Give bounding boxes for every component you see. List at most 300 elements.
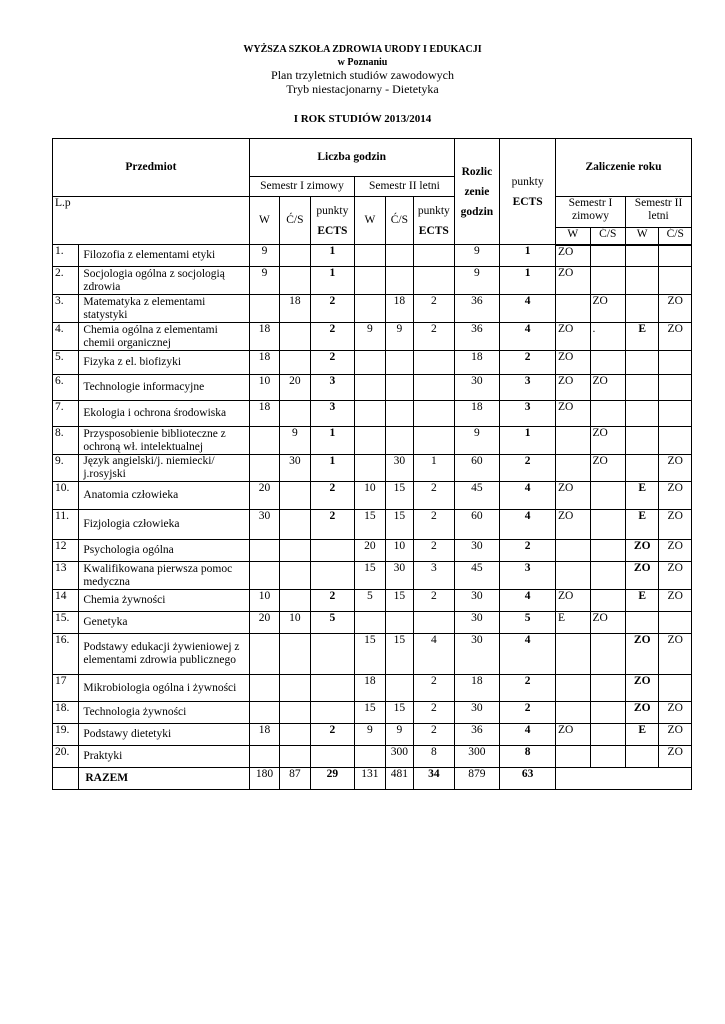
- hours-header: Liczba godzin: [249, 139, 454, 177]
- row-number: 9.: [53, 455, 79, 482]
- credit-sem2-header: Semestr II letni: [625, 197, 691, 228]
- table-cell: [590, 351, 625, 375]
- table-row: [53, 401, 692, 427]
- table-cell: [310, 562, 355, 590]
- table-cell: [625, 295, 658, 323]
- table-cell: [385, 375, 413, 401]
- table-cell: 30: [454, 612, 500, 634]
- row-number: 8.: [53, 427, 79, 455]
- table-cell: [556, 746, 590, 768]
- table-cell: [280, 675, 310, 702]
- table-row: [53, 724, 692, 746]
- table-cell: [556, 427, 590, 455]
- table-cell: [280, 562, 310, 590]
- table-cell: [659, 245, 692, 267]
- study-plan-table: [52, 138, 692, 790]
- table-cell: 2: [500, 455, 556, 482]
- table-cell: [590, 267, 625, 295]
- table-cell: [625, 267, 658, 295]
- subject-name: Technologie informacyjne: [79, 375, 249, 401]
- table-cell: [249, 746, 279, 768]
- row-number: 7.: [53, 401, 79, 427]
- table-cell: 20: [249, 482, 279, 510]
- table-cell: ZO: [625, 562, 658, 590]
- table-cell: 5: [500, 612, 556, 634]
- table-cell: [556, 702, 590, 724]
- table-cell: 18: [249, 351, 279, 375]
- table-cell: [556, 675, 590, 702]
- table-cell: ZO: [659, 562, 692, 590]
- row-number: 17: [53, 675, 79, 702]
- table-cell: [625, 612, 658, 634]
- table-cell: ZO: [556, 375, 590, 401]
- table-cell: 15: [355, 562, 385, 590]
- table-cell: E: [625, 510, 658, 540]
- total-cell: 481: [385, 768, 413, 790]
- table-cell: 20: [280, 375, 310, 401]
- row-number: 14: [53, 590, 79, 612]
- subject-name: Fizjologia człowieka: [79, 510, 249, 540]
- table-cell: [556, 634, 590, 675]
- table-cell: ZO: [659, 295, 692, 323]
- table-cell: 36: [454, 323, 500, 351]
- table-cell: [556, 562, 590, 590]
- study-year: I ROK STUDIÓW 2013/2014: [293, 113, 432, 125]
- table-cell: [249, 540, 279, 562]
- table-cell: [280, 724, 310, 746]
- table-cell: 1: [310, 267, 355, 295]
- table-cell: [625, 427, 658, 455]
- table-cell: 2: [414, 295, 455, 323]
- table-cell: 30: [454, 540, 500, 562]
- table-cell: 1: [310, 245, 355, 267]
- subject-name: Podstawy dietetyki: [79, 724, 249, 746]
- table-cell: [310, 746, 355, 768]
- table-cell: 8: [500, 746, 556, 768]
- table-row: [53, 351, 692, 375]
- table-cell: ZO: [625, 702, 658, 724]
- table-cell: 2: [414, 675, 455, 702]
- s1-ects-points: punkty: [316, 204, 349, 217]
- table-cell: 4: [500, 510, 556, 540]
- table-cell: [590, 245, 625, 267]
- subject-name: Mikrobiologia ogólna i żywności: [79, 675, 249, 702]
- subject-name: Język angielski/j. niemiecki/ j.rosyjski: [79, 455, 249, 482]
- table-cell: ZO: [590, 427, 625, 455]
- table-cell: 36: [454, 295, 500, 323]
- semester2-header: Semestr II letni: [355, 177, 454, 197]
- table-cell: 18: [454, 351, 500, 375]
- row-number: 11.: [53, 510, 79, 540]
- table-cell: [280, 482, 310, 510]
- table-cell: 3: [500, 562, 556, 590]
- table-cell: [659, 401, 692, 427]
- table-cell: [280, 351, 310, 375]
- table-cell: 2: [310, 482, 355, 510]
- credit-s1-cs-header: Ć/S: [590, 228, 625, 245]
- table-cell: 10: [385, 540, 413, 562]
- total-cell: 34: [414, 768, 455, 790]
- table-cell: 9: [280, 427, 310, 455]
- table-cell: 2: [500, 540, 556, 562]
- table-cell: 20: [355, 540, 385, 562]
- table-cell: [355, 746, 385, 768]
- credit-s1-w-header: W: [556, 228, 590, 245]
- table-cell: 18: [249, 401, 279, 427]
- table-row: [53, 612, 692, 634]
- subject-name: Technologia żywności: [79, 702, 249, 724]
- table-cell: [590, 590, 625, 612]
- table-cell: 30: [280, 455, 310, 482]
- row-number: 3.: [53, 295, 79, 323]
- table-cell: 1: [500, 267, 556, 295]
- table-cell: 2: [414, 590, 455, 612]
- table-cell: 45: [454, 562, 500, 590]
- table-cell: 18: [280, 295, 310, 323]
- subject-name: Praktyki: [79, 746, 249, 768]
- table-cell: 2: [500, 675, 556, 702]
- table-cell: 4: [414, 634, 455, 675]
- table-cell: ZO: [659, 482, 692, 510]
- table-cell: [310, 634, 355, 675]
- total-cell: 131: [355, 768, 385, 790]
- table-cell: 36: [454, 724, 500, 746]
- table-cell: 4: [500, 323, 556, 351]
- total-label: RAZEM: [79, 768, 249, 790]
- table-cell: 9: [249, 245, 279, 267]
- table-cell: 15: [355, 634, 385, 675]
- table-cell: [249, 455, 279, 482]
- table-cell: [280, 540, 310, 562]
- total-cell: 879: [454, 768, 500, 790]
- table-cell: 9: [454, 267, 500, 295]
- table-cell: [280, 510, 310, 540]
- table-cell: 18: [355, 675, 385, 702]
- table-cell: ZO: [590, 295, 625, 323]
- table-cell: [414, 267, 455, 295]
- table-row: [53, 295, 692, 323]
- table-cell: 30: [454, 702, 500, 724]
- table-cell: 30: [249, 510, 279, 540]
- subject-name: Przysposobienie biblioteczne z ochroną wł. intelektualnej: [79, 427, 249, 455]
- subject-name: Kwalifikowana pierwsza pomoc medyczna: [79, 562, 249, 590]
- table-cell: 10: [355, 482, 385, 510]
- table-cell: 15: [385, 510, 413, 540]
- table-cell: 4: [500, 634, 556, 675]
- table-cell: [625, 746, 658, 768]
- table-cell: 4: [500, 590, 556, 612]
- table-row: [53, 562, 692, 590]
- school-city: w Poznaniu: [337, 57, 388, 68]
- total-empty: [556, 768, 692, 790]
- subject-header: Przedmiot: [53, 139, 250, 197]
- table-cell: E: [625, 590, 658, 612]
- table-cell: 45: [454, 482, 500, 510]
- s2-ects-header: [414, 197, 455, 245]
- s1-cs-header: Ć/S: [280, 197, 310, 245]
- table-cell: [414, 245, 455, 267]
- credit-sem1-header: Semestr I zimowy: [556, 197, 626, 228]
- table-cell: 15: [385, 590, 413, 612]
- table-cell: [625, 401, 658, 427]
- table-cell: 4: [500, 482, 556, 510]
- table-cell: 15: [385, 482, 413, 510]
- table-cell: [625, 245, 658, 267]
- table-cell: 60: [454, 455, 500, 482]
- table-cell: ZO: [556, 323, 590, 351]
- table-cell: 15: [385, 634, 413, 675]
- table-cell: ZO: [659, 455, 692, 482]
- table-cell: [414, 401, 455, 427]
- table-cell: 300: [385, 746, 413, 768]
- table-cell: 2: [414, 323, 455, 351]
- table-cell: [625, 375, 658, 401]
- table-cell: 10: [280, 612, 310, 634]
- table-cell: [355, 427, 385, 455]
- total-hours-header-1: Rozlic: [461, 165, 493, 178]
- table-cell: [590, 510, 625, 540]
- table-cell: 18: [385, 295, 413, 323]
- table-cell: 4: [500, 295, 556, 323]
- table-cell: E: [625, 482, 658, 510]
- table-row: [53, 427, 692, 455]
- table-row: [53, 675, 692, 702]
- table-cell: 9: [355, 323, 385, 351]
- table-cell: [280, 323, 310, 351]
- table-cell: 9: [249, 267, 279, 295]
- table-cell: [249, 295, 279, 323]
- table-row: [53, 267, 692, 295]
- s1-ects-header: [310, 197, 355, 245]
- table-cell: ZO: [625, 675, 658, 702]
- total-cell: 29: [310, 768, 355, 790]
- table-cell: 4: [500, 724, 556, 746]
- table-cell: 1: [310, 455, 355, 482]
- table-cell: ZO: [590, 455, 625, 482]
- table-cell: [355, 375, 385, 401]
- table-cell: 1: [500, 245, 556, 267]
- row-number: 13: [53, 562, 79, 590]
- table-cell: ZO: [659, 702, 692, 724]
- study-mode: Tryb niestacjonarny - Dietetyka: [286, 82, 439, 96]
- table-cell: 10: [249, 590, 279, 612]
- table-cell: ZO: [625, 540, 658, 562]
- table-row: [53, 455, 692, 482]
- table-cell: 1: [414, 455, 455, 482]
- table-cell: [385, 267, 413, 295]
- table-cell: 18: [249, 724, 279, 746]
- s2-ects-label: ECTS: [418, 224, 449, 237]
- table-cell: 9: [454, 245, 500, 267]
- table-cell: [659, 427, 692, 455]
- row-number: 20.: [53, 746, 79, 768]
- table-cell: 2: [310, 295, 355, 323]
- table-cell: [355, 245, 385, 267]
- table-cell: [280, 267, 310, 295]
- subject-name: Podstawy edukacji żywieniowej z elementami zdrowia publicznego: [79, 634, 249, 675]
- table-cell: [249, 675, 279, 702]
- table-cell: [590, 562, 625, 590]
- table-cell: 30: [454, 634, 500, 675]
- table-cell: [310, 675, 355, 702]
- table-cell: 2: [414, 702, 455, 724]
- table-cell: [385, 245, 413, 267]
- row-number: 6.: [53, 375, 79, 401]
- table-cell: ZO: [659, 746, 692, 768]
- table-row: [53, 590, 692, 612]
- subject-name: Chemia ogólna z elementami chemii organicznej: [79, 323, 249, 351]
- table-cell: ZO: [556, 590, 590, 612]
- table-cell: 2: [310, 351, 355, 375]
- table-cell: ZO: [556, 401, 590, 427]
- table-cell: [659, 675, 692, 702]
- table-cell: [414, 612, 455, 634]
- table-cell: [556, 540, 590, 562]
- row-number: 5.: [53, 351, 79, 375]
- table-cell: [625, 351, 658, 375]
- row-number: 12: [53, 540, 79, 562]
- table-cell: [414, 375, 455, 401]
- table-cell: 2: [310, 590, 355, 612]
- table-cell: 15: [385, 702, 413, 724]
- row-number: 4.: [53, 323, 79, 351]
- table-cell: [385, 675, 413, 702]
- s1-ects-label: ECTS: [317, 224, 348, 237]
- row-number: 15.: [53, 612, 79, 634]
- table-cell: ZO: [556, 482, 590, 510]
- subject-name: Matematyka z elementami statystyki: [79, 295, 249, 323]
- table-cell: [355, 455, 385, 482]
- table-cell: [590, 401, 625, 427]
- table-cell: 30: [454, 590, 500, 612]
- table-cell: [414, 427, 455, 455]
- table-cell: ZO: [659, 724, 692, 746]
- table-cell: 5: [310, 612, 355, 634]
- ects-header: [500, 139, 556, 245]
- table-cell: [280, 245, 310, 267]
- table-cell: [249, 427, 279, 455]
- table-cell: 30: [385, 562, 413, 590]
- table-cell: [280, 702, 310, 724]
- table-cell: ZO: [590, 375, 625, 401]
- table-cell: E: [625, 323, 658, 351]
- school-name: WYŻSZA SZKOŁA ZDROWIA URODY I EDUKACJI: [243, 44, 482, 55]
- table-cell: 15: [355, 702, 385, 724]
- table-cell: ZO: [659, 590, 692, 612]
- table-cell: 2: [414, 510, 455, 540]
- table-cell: [280, 746, 310, 768]
- total-cell: 63: [500, 768, 556, 790]
- table-cell: ZO: [556, 351, 590, 375]
- subject-name: Chemia żywności: [79, 590, 249, 612]
- total-cell: 87: [280, 768, 310, 790]
- table-cell: [590, 540, 625, 562]
- table-cell: [355, 295, 385, 323]
- table-cell: [249, 634, 279, 675]
- table-cell: 15: [355, 510, 385, 540]
- table-cell: [590, 675, 625, 702]
- total-hours-header-3: godzin: [460, 205, 494, 218]
- row-number: 10.: [53, 482, 79, 510]
- table-cell: [310, 702, 355, 724]
- table-cell: ZO: [556, 245, 590, 267]
- table-cell: 18: [454, 401, 500, 427]
- table-cell: [625, 455, 658, 482]
- table-cell: [590, 702, 625, 724]
- s2-w-header: W: [355, 197, 385, 245]
- table-cell: [659, 612, 692, 634]
- table-cell: 18: [454, 675, 500, 702]
- table-cell: 9: [355, 724, 385, 746]
- row-number: 2.: [53, 267, 79, 295]
- subject-name: Socjologia ogólna z socjologią zdrowia: [79, 267, 249, 295]
- table-cell: 3: [414, 562, 455, 590]
- semester1-header: Semestr I zimowy: [249, 177, 354, 197]
- s2-cs-header: Ć/S: [385, 197, 413, 245]
- table-row: [53, 510, 692, 540]
- table-cell: 2: [310, 323, 355, 351]
- table-cell: 30: [454, 375, 500, 401]
- table-cell: E: [625, 724, 658, 746]
- table-cell: 2: [500, 702, 556, 724]
- row-number: 1.: [53, 245, 79, 267]
- table-cell: 3: [310, 375, 355, 401]
- table-cell: [385, 401, 413, 427]
- table-cell: 2: [310, 724, 355, 746]
- row-number: 16.: [53, 634, 79, 675]
- table-cell: 20: [249, 612, 279, 634]
- subject-name: Ekologia i ochrona środowiska: [79, 401, 249, 427]
- s1-w-header: W: [249, 197, 279, 245]
- table-cell: 3: [310, 401, 355, 427]
- table-cell: 2: [414, 724, 455, 746]
- table-cell: [249, 702, 279, 724]
- table-cell: ZO: [556, 267, 590, 295]
- table-cell: 2: [310, 510, 355, 540]
- table-cell: ZO: [659, 510, 692, 540]
- table-cell: [414, 351, 455, 375]
- table-cell: 300: [454, 746, 500, 768]
- row-number: 18.: [53, 702, 79, 724]
- table-row: [53, 634, 692, 675]
- table-row: [53, 746, 692, 768]
- table-row: [53, 540, 692, 562]
- table-cell: [355, 612, 385, 634]
- table-cell: 5: [355, 590, 385, 612]
- plan-title: Plan trzyletnich studiów zawodowych: [271, 68, 454, 82]
- table-cell: ZO: [556, 510, 590, 540]
- table-cell: 9: [385, 323, 413, 351]
- table-row: [53, 482, 692, 510]
- table-cell: ZO: [659, 634, 692, 675]
- table-cell: 9: [385, 724, 413, 746]
- table-cell: ZO: [659, 323, 692, 351]
- table-cell: 2: [414, 540, 455, 562]
- ects-header-points: punkty: [511, 175, 544, 188]
- table-cell: [590, 634, 625, 675]
- total-hours-header: [454, 139, 500, 245]
- table-cell: 2: [414, 482, 455, 510]
- table-cell: [355, 351, 385, 375]
- table-cell: [556, 295, 590, 323]
- table-cell: [556, 455, 590, 482]
- table-cell: 18: [249, 323, 279, 351]
- table-cell: 30: [385, 455, 413, 482]
- table-cell: ZO: [556, 724, 590, 746]
- table-cell: .: [590, 323, 625, 351]
- table-cell: 1: [310, 427, 355, 455]
- table-row: [53, 375, 692, 401]
